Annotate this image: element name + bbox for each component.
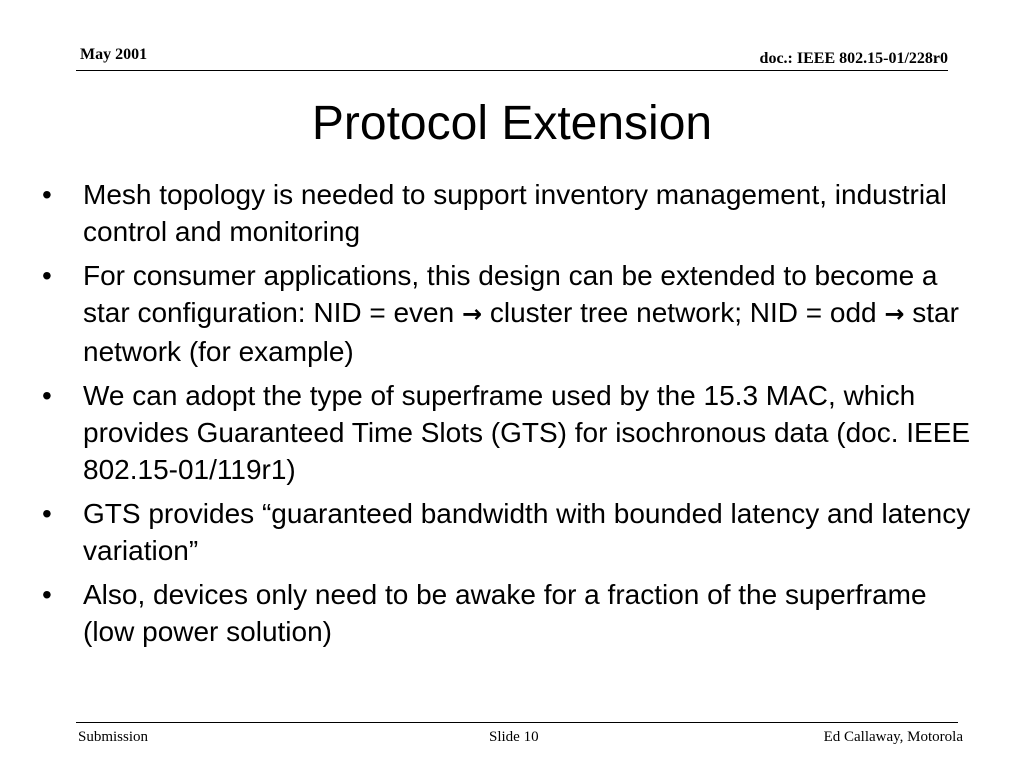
header-doc-id: doc.: IEEE 802.15-01/228r0 xyxy=(759,50,948,67)
bullet-item xyxy=(42,495,972,569)
right-arrow-icon: → xyxy=(461,300,483,328)
footer-divider xyxy=(76,722,958,723)
right-arrow-icon: → xyxy=(884,300,905,328)
bullet-text: cluster tree network; NID = odd xyxy=(482,297,885,328)
bullet-text: Also, devices only need to be awake for a fraction of the superframe (low power solution) xyxy=(83,579,927,647)
bullet-point-icon: • xyxy=(42,260,52,291)
footer-submission: Submission xyxy=(78,729,149,745)
bullet-item xyxy=(42,377,972,488)
bullet-text: GTS provides “guaranteed bandwidth with bounded latency and latency variation” xyxy=(83,498,971,566)
bullet-point-icon: • xyxy=(42,579,52,610)
footer-author: Ed Callaway, Motorola xyxy=(823,729,963,745)
footer-slide-number: Slide 10 xyxy=(489,729,539,745)
bullet-list xyxy=(42,176,972,657)
bullet-text: We can adopt the type of superframe used by the 15.3 MAC, which provides Guaranteed Time Slots (GTS) for isochronous data (doc. IEEE 802.15-01/119r1) xyxy=(83,380,971,485)
bullet-item xyxy=(42,576,972,650)
bullet-item xyxy=(42,176,972,250)
bullet-text: For consumer applications, this design can be extended to become a star configuration: NID = even xyxy=(83,260,938,328)
bullet-text: Mesh topology is needed to support inventory management, industrial control and monitoring xyxy=(83,179,947,247)
bullet-text: star network (for example) xyxy=(83,297,959,367)
header-divider xyxy=(76,70,948,71)
bullet-point-icon: • xyxy=(42,498,52,529)
slide-title: Protocol Extension xyxy=(311,97,713,150)
bullet-point-icon: • xyxy=(42,179,52,210)
header-date: May 2001 xyxy=(80,46,148,63)
bullet-point-icon: • xyxy=(42,380,52,411)
bullet-item xyxy=(42,257,972,370)
